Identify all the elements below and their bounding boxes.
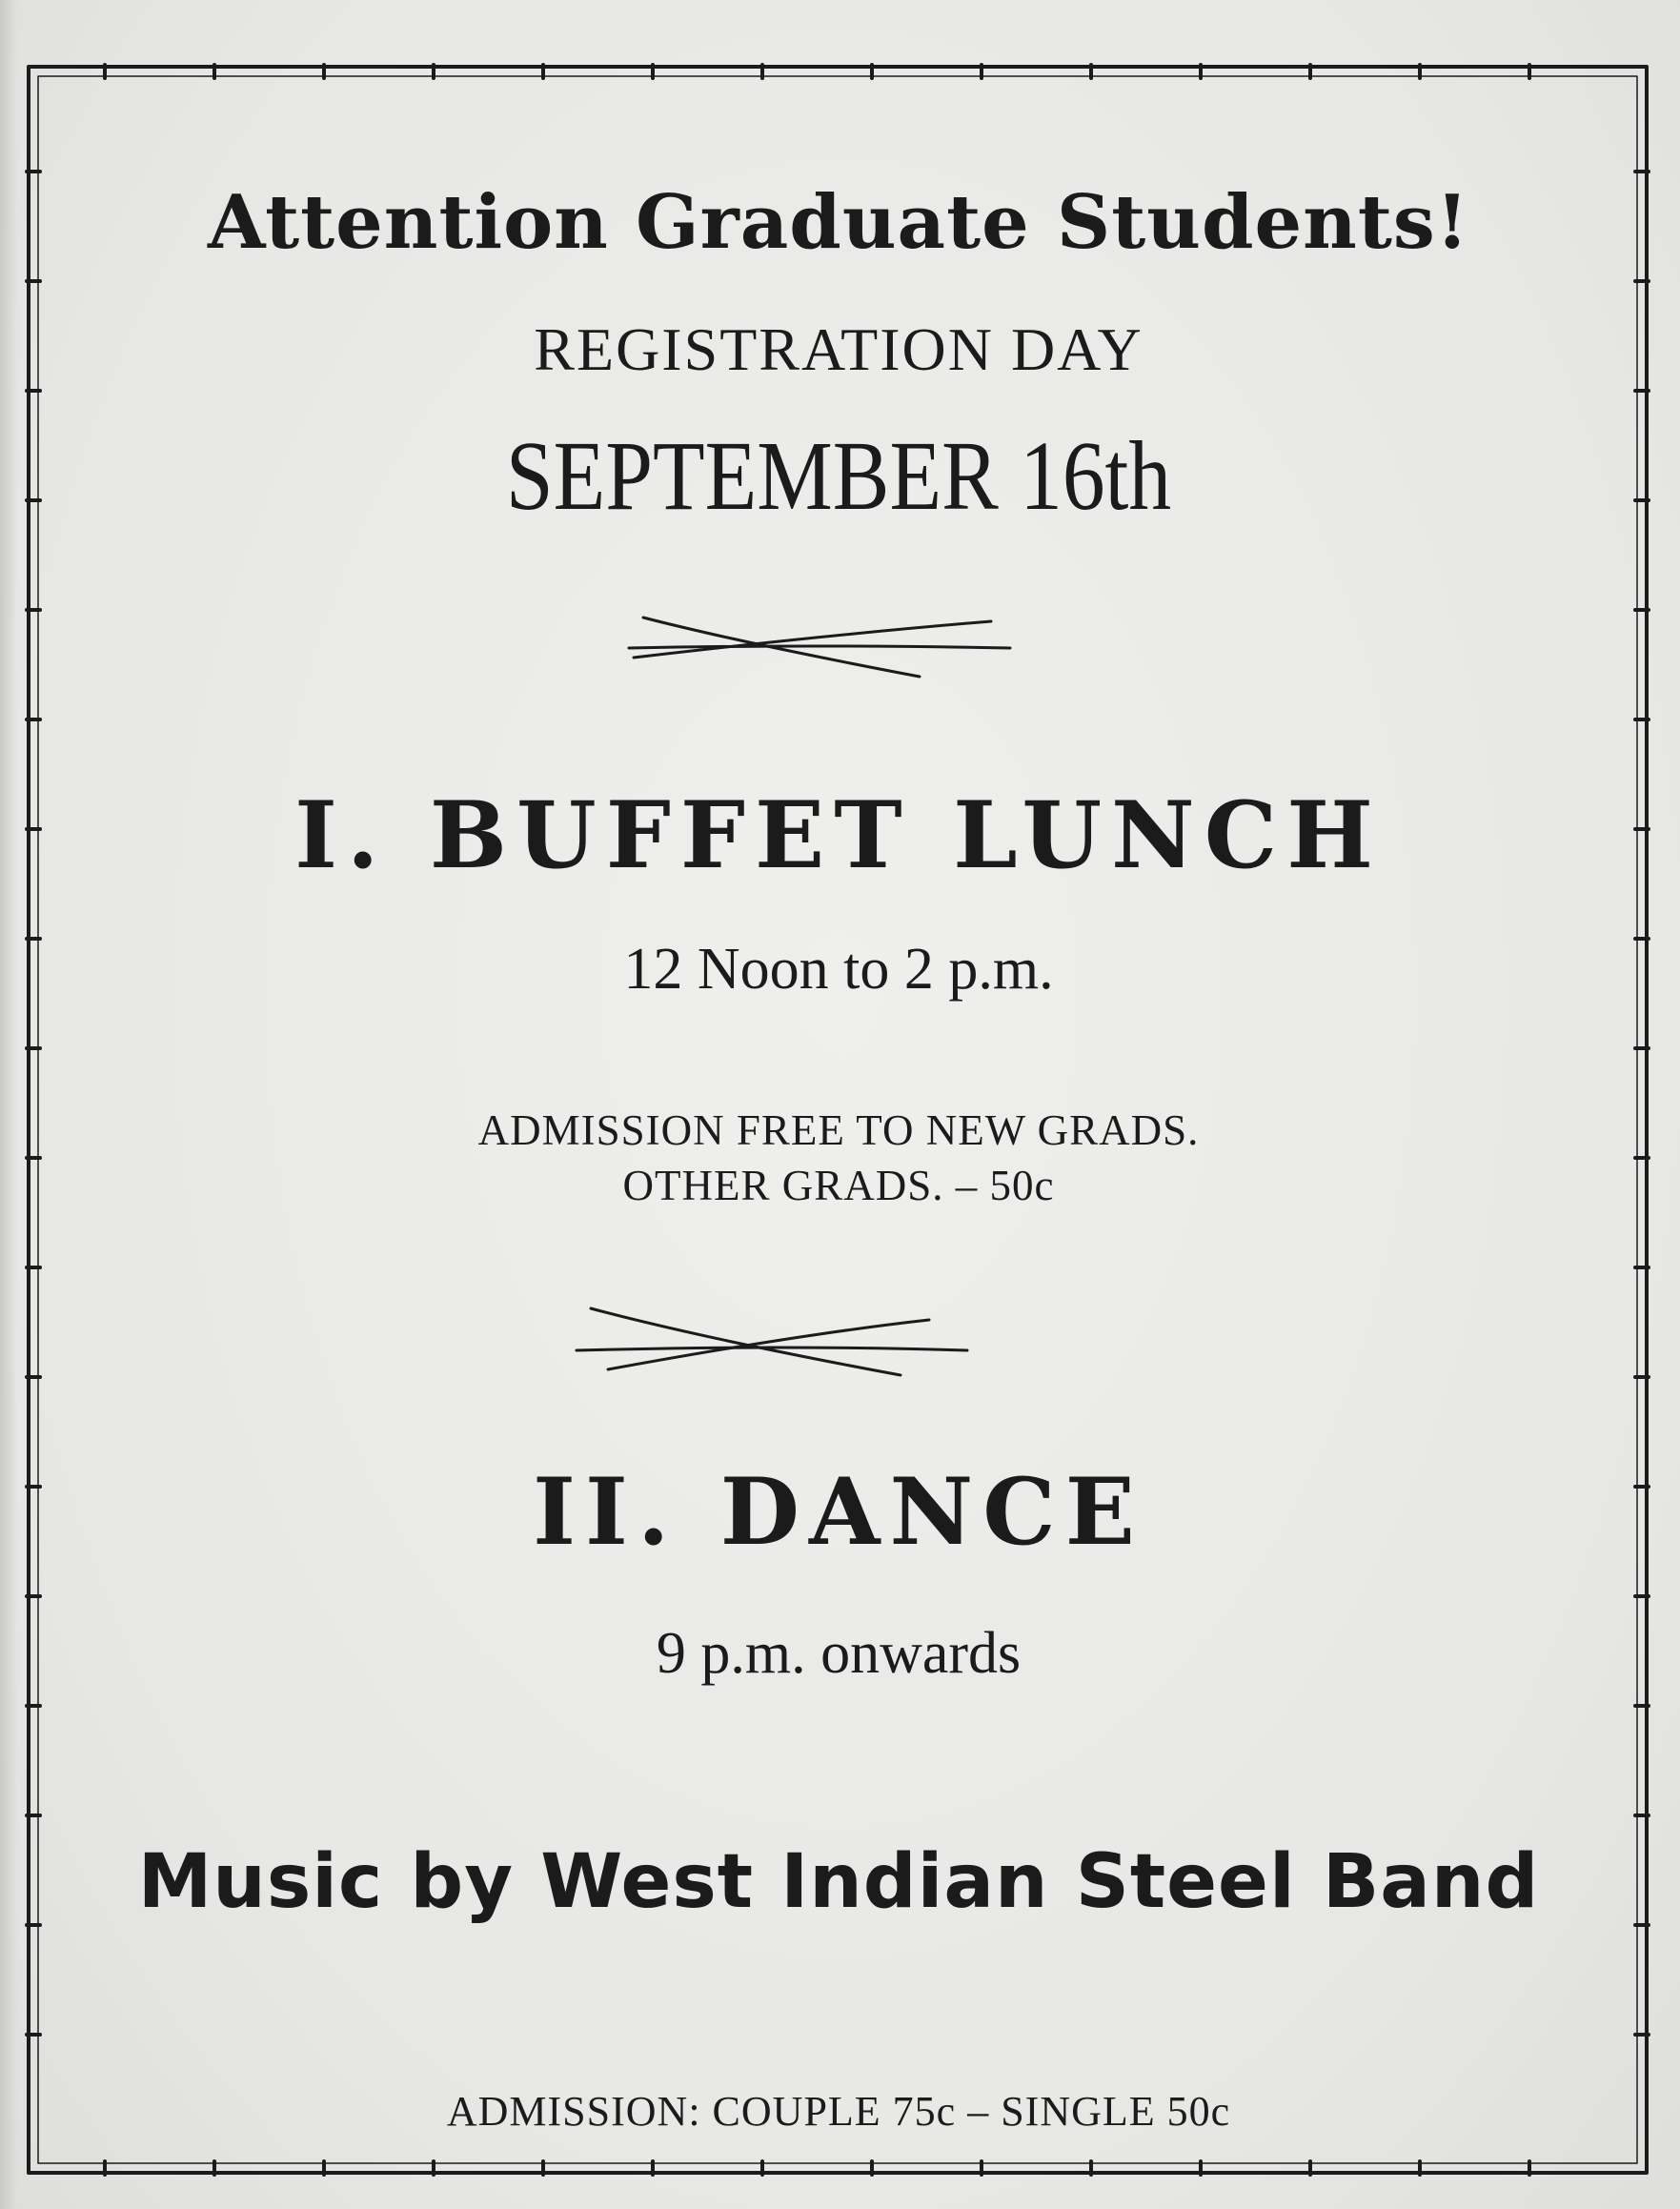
lunch-time: 12 Noon to 2 p.m.: [623, 937, 1054, 1002]
cross-divider-bottom: [562, 1301, 991, 1387]
music-line: Music by West Indian Steel Band: [137, 1839, 1540, 1925]
lunch-admission-line-2: OTHER GRADS. – 50c: [622, 1162, 1055, 1209]
headline: Attention Graduate Students!: [207, 179, 1470, 266]
subheading: REGISTRATION DAY: [534, 315, 1144, 383]
dance-admission: ADMISSION: COUPLE 75c – SINGLE 50c: [446, 2088, 1231, 2135]
lunch-title: I. BUFFET LUNCH: [294, 781, 1383, 889]
dance-title: II. DANCE: [533, 1458, 1144, 1566]
lunch-admission-line-1: ADMISSION FREE TO NEW GRADS.: [477, 1106, 1200, 1154]
cross-divider-top: [591, 610, 1020, 686]
event-date: SEPTEMBER 16th: [505, 421, 1172, 531]
dance-time: 9 p.m. onwards: [656, 1621, 1022, 1686]
